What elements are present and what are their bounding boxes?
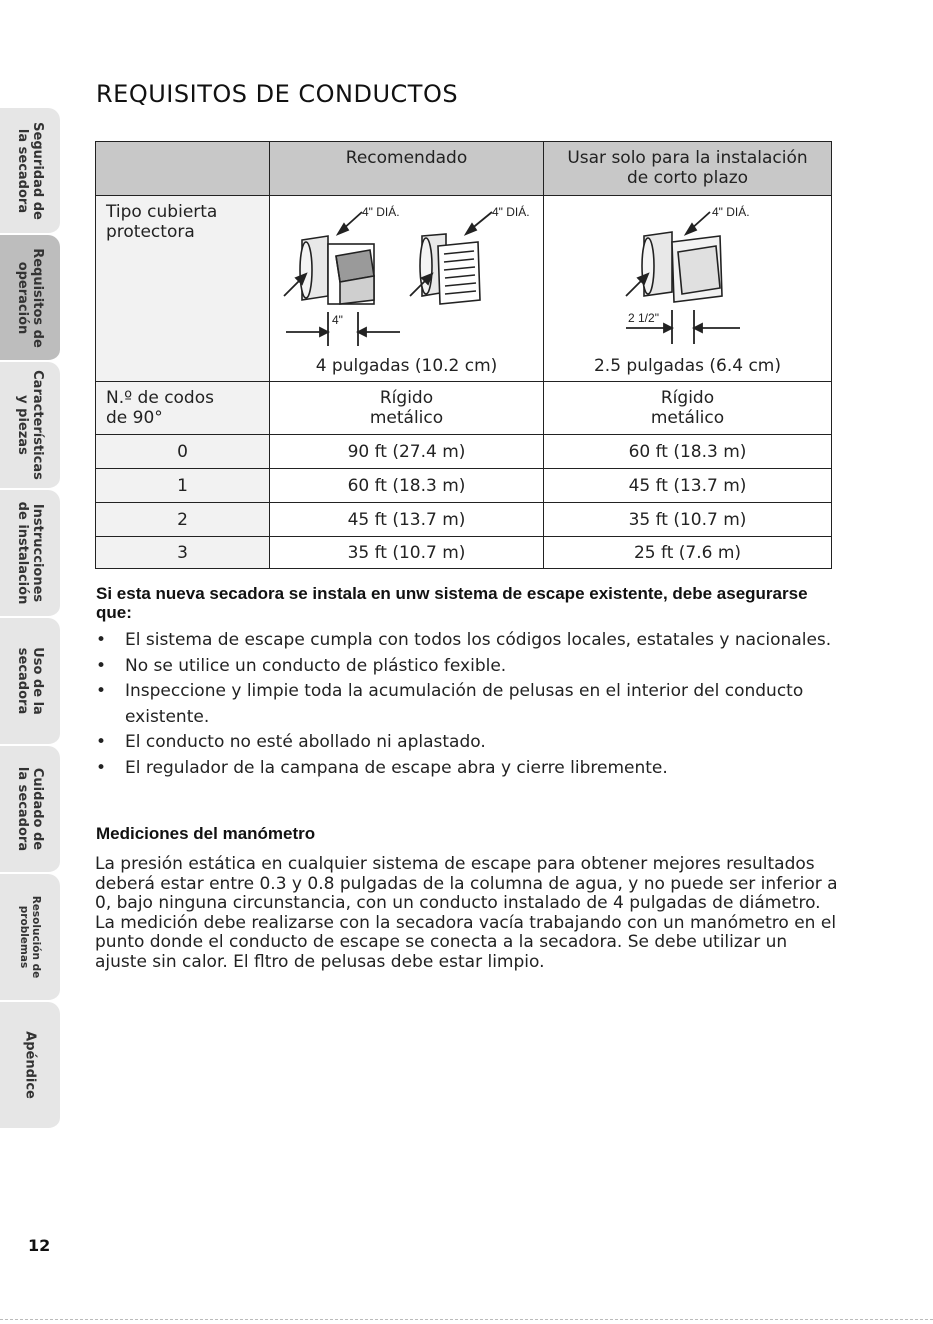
header-short-term-line2: de corto plazo — [626, 168, 749, 188]
tab-apendice-label: Apéndice — [22, 1031, 38, 1099]
material-line2: metálico — [369, 408, 444, 428]
diameter-label-left: 4" DIÁ. — [362, 205, 400, 219]
tab-requisitos-label: Requisitos de operación — [15, 247, 45, 348]
tab-instrucciones[interactable] — [0, 490, 60, 618]
recommended-caption: 4 pulgadas (10.2 cm) — [315, 356, 498, 376]
bullet-icon: • — [96, 732, 107, 752]
list-item — [96, 654, 836, 680]
tab-seguridad-label: Seguridad de la secadora — [15, 121, 45, 220]
recommended-material — [270, 382, 544, 435]
list-item-text: El sistema de escape cumpla con todos los códigos locales, estatales y nacionales. — [125, 630, 832, 650]
short-term-length: 60 ft (18.3 m) — [544, 435, 832, 469]
elbows-count: 1 — [96, 469, 270, 503]
existing-system-heading: Si esta nueva secadora se instala en unw sistema de escape existente, debe asegurarse que: — [96, 584, 808, 622]
header-short-term — [544, 142, 832, 196]
diameter-label-right: 4" DIÁ. — [492, 205, 530, 219]
short-term-length: 25 ft (7.6 m) — [544, 537, 832, 569]
tab-cuidado[interactable] — [0, 746, 60, 874]
material-line2: metálico — [650, 408, 725, 428]
list-item-text: El regulador de la campana de escape abra y cierre libremente. — [125, 757, 668, 778]
grille-hood-icon — [420, 234, 480, 304]
table-row — [96, 537, 832, 569]
elbows-count: 3 — [96, 537, 270, 569]
tab-seguridad[interactable] — [0, 108, 60, 235]
tab-apendice[interactable] — [0, 1002, 60, 1130]
manometer-body: La presión estática en cualquier sistema de escape para obtener mejores resultados deberá estar entre 0.3 y 0.8 pulgadas de la columna de agua, y no puede ser inferior a 0, bajo ninguna circunstancia, con un conducto instalado de 4 pulgadas de diámetro. La medición debe realizarse con la secadora vacía trabajando con un manómetro en el punto donde el conducto de escape se conecta a la secadora. Se debe utilizar un ajuste sin calor. El fltro de pelusas debe estar limpio. — [95, 854, 838, 972]
tab-requisitos[interactable] — [0, 235, 60, 362]
elbows-count: 2 — [96, 503, 270, 537]
table-row — [96, 435, 832, 469]
elbows-label — [96, 382, 270, 435]
short-term-length: 45 ft (13.7 m) — [544, 469, 832, 503]
recommended-hood-cell — [270, 196, 544, 382]
diameter-label: 4" DIÁ. — [712, 205, 750, 219]
header-recommended: Recomendado — [270, 142, 544, 196]
existing-system-checklist — [96, 628, 836, 781]
elbows-label-line2: de 90° — [106, 408, 163, 428]
section-tabs — [0, 108, 60, 1130]
tab-resolucion-label: Resolución de problemas — [18, 895, 42, 979]
short-term-hood-illustration — [544, 196, 830, 380]
recommended-length: 45 ft (13.7 m) — [270, 503, 544, 537]
short-term-hood-cell — [544, 196, 832, 382]
list-item — [96, 679, 836, 730]
list-item-text: No se utilice un conducto de plástico fexible. — [125, 655, 507, 676]
recommended-length: 35 ft (10.7 m) — [270, 537, 544, 569]
gap-label-2-5: 2 1/2" — [628, 311, 659, 325]
list-item — [96, 628, 836, 654]
elbows-label-line1: N.º de codos — [106, 388, 214, 408]
elbows-header-row — [96, 382, 832, 435]
manometer-heading: Mediciones del manómetro — [96, 824, 316, 843]
tab-caracteristicas[interactable] — [0, 362, 60, 490]
page-bottom-rule — [0, 1319, 933, 1320]
recommended-hoods-illustration — [270, 196, 542, 380]
gap-label-4: 4" — [332, 313, 343, 327]
page-title: REQUISITOS DE CONDUCTOS — [96, 80, 459, 108]
tab-uso-label: Uso de la secadora — [15, 647, 45, 715]
louvered-hood-icon — [300, 236, 374, 304]
short-term-material — [544, 382, 832, 435]
hood-type-row — [96, 196, 832, 382]
header-blank-cell — [96, 142, 270, 196]
list-item-text: El conducto no esté abollado ni aplastado. — [125, 732, 486, 752]
duct-requirements-table — [95, 141, 832, 569]
bullet-icon: • — [96, 757, 107, 778]
table-row — [96, 469, 832, 503]
material-line1: Rígido — [379, 388, 434, 408]
list-item — [96, 730, 836, 756]
list-item — [96, 756, 836, 782]
table-header-row — [96, 142, 832, 196]
hood-type-label-line1: Tipo cubierta — [106, 202, 218, 222]
hood-type-label — [96, 196, 270, 382]
page-number: 12 — [28, 1236, 51, 1255]
bullet-icon: • — [96, 655, 107, 676]
hood-type-label-line2: protectora — [106, 222, 195, 242]
bullet-icon: • — [96, 630, 107, 650]
short-term-caption: 2.5 pulgadas (6.4 cm) — [593, 356, 782, 376]
bullet-icon: • — [96, 681, 107, 701]
tab-caracteristicas-label: Características y piezas — [15, 370, 45, 480]
gap-dimension-arrows — [286, 312, 400, 346]
header-short-term-line1: Usar solo para la instalación — [567, 148, 808, 168]
list-item-text: Inspeccione y limpie toda la acumulación de pelusas en el interior del conducto existente. — [125, 681, 804, 727]
short-term-length: 35 ft (10.7 m) — [544, 503, 832, 537]
tab-resolucion[interactable] — [0, 874, 60, 1002]
table-row — [96, 503, 832, 537]
tab-instrucciones-label: Instrucciones de instalación — [15, 501, 45, 605]
recommended-length: 90 ft (27.4 m) — [270, 435, 544, 469]
recommended-length: 60 ft (18.3 m) — [270, 469, 544, 503]
material-line1: Rígido — [660, 388, 715, 408]
tab-cuidado-label: Cuidado de la secadora — [15, 766, 45, 852]
tab-uso[interactable] — [0, 618, 60, 746]
flap-hood-icon — [642, 232, 722, 302]
elbows-count: 0 — [96, 435, 270, 469]
